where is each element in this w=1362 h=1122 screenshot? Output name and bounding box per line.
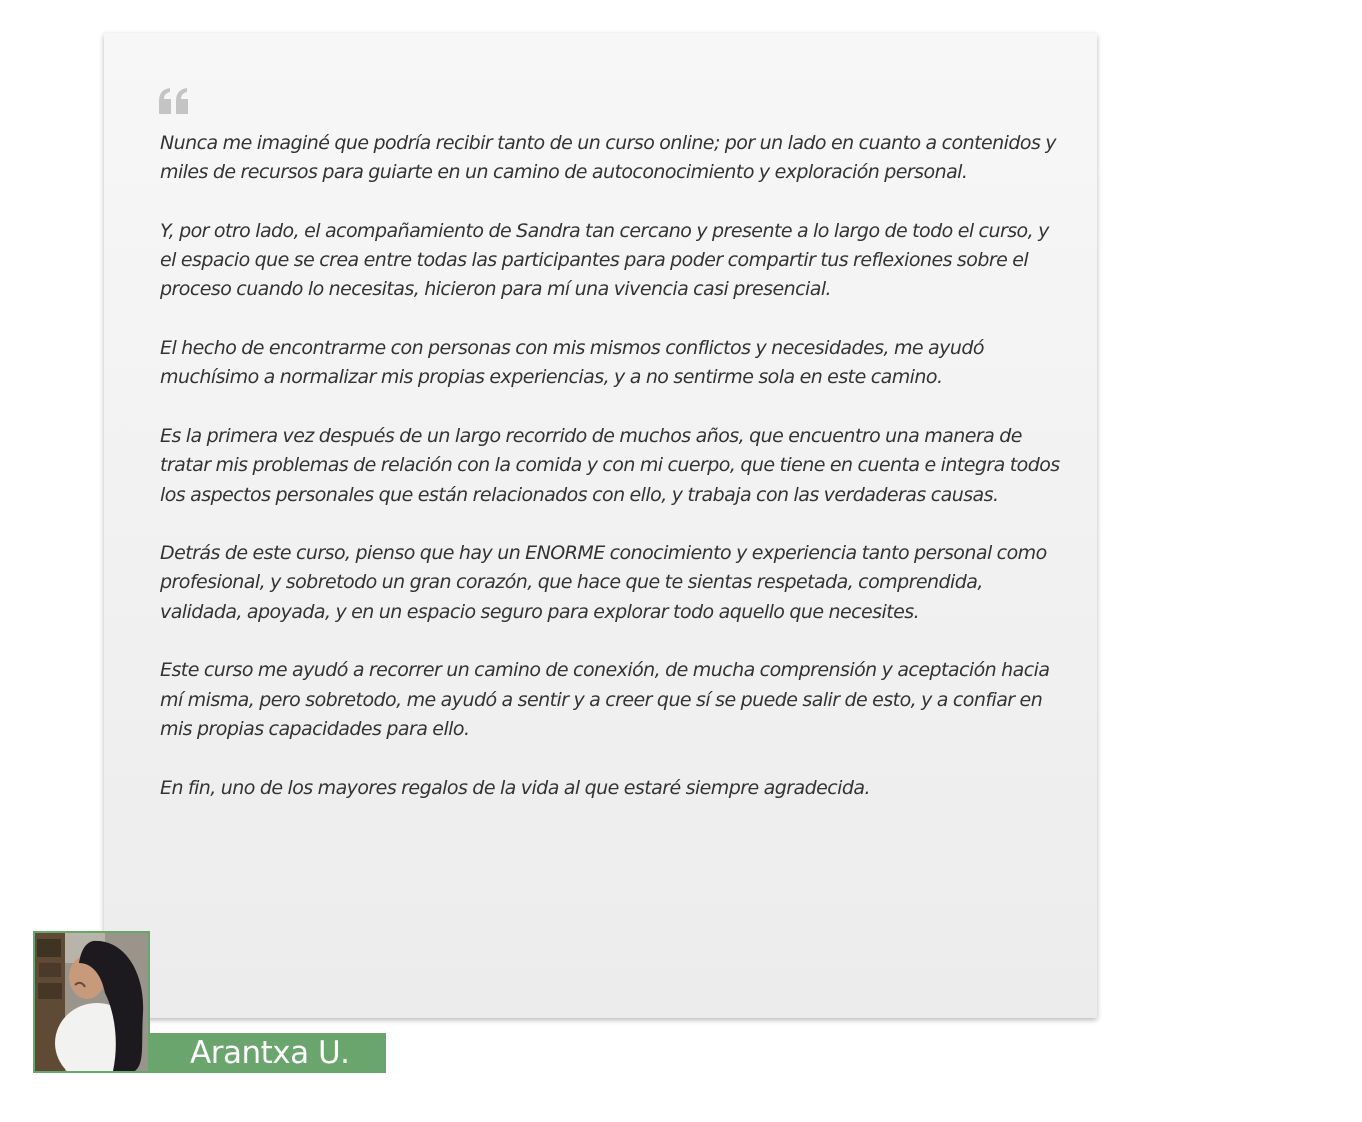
author-photo bbox=[33, 931, 150, 1073]
testimonial-paragraph: Y, por otro lado, el acompañamiento de Sandra tan cercano y presente a lo largo de todo el curso, y el espacio que se crea entre todas las participantes para poder compartir tus reflexiones sobre el proceso cuando lo necesitas, hicieron para mí una vivencia casi presencial. bbox=[160, 219, 1049, 301]
author-name: Arantxa U. bbox=[150, 1033, 386, 1073]
testimonial-paragraph: En fin, uno de los mayores regalos de la vida al que estaré siempre agradecida. bbox=[160, 776, 870, 799]
testimonial-paragraph: El hecho de encontrarme con personas con mis mismos conflictos y necesidades, me ayudó muchísimo a normalizar mis propias experiencias, y a no sentirme sola en este camino. bbox=[160, 337, 984, 389]
testimonial-paragraph: Es la primera vez después de un largo recorrido de muchos años, que encuentro una manera de tratar mis problemas de relación con la comida y con mi cuerpo, que tiene en cuenta e integra todos los aspectos personales que están relacionados con ello, y trabaja con las verdaderas causas. bbox=[160, 424, 1060, 506]
quote-mark-icon bbox=[158, 87, 190, 117]
testimonial-paragraph: Detrás de este curso, pienso que hay un ENORME conocimiento y experiencia tanto personal como profesional, y sobretodo un gran corazón, que hace que te sientas respetada, comprendida, validada, apoyada, y en un espacio seguro para explorar todo aquello que necesites. bbox=[160, 542, 1047, 623]
testimonial-text bbox=[160, 129, 1060, 832]
testimonial-paragraph: Nunca me imaginé que podría recibir tanto de un curso online; por un lado en cuanto a contenidos y miles de recursos para guiarte en un camino de autoconocimiento y exploración personal. bbox=[160, 132, 1056, 184]
testimonial-paragraph: Este curso me ayudó a recorrer un camino de conexión, de mucha comprensión y aceptación hacia mí misma, pero sobretodo, me ayudó a sentir y a creer que sí se puede salir de esto, y a confiar en mis propias capacidades para ello. bbox=[160, 659, 1050, 740]
testimonial-card bbox=[104, 33, 1097, 1018]
